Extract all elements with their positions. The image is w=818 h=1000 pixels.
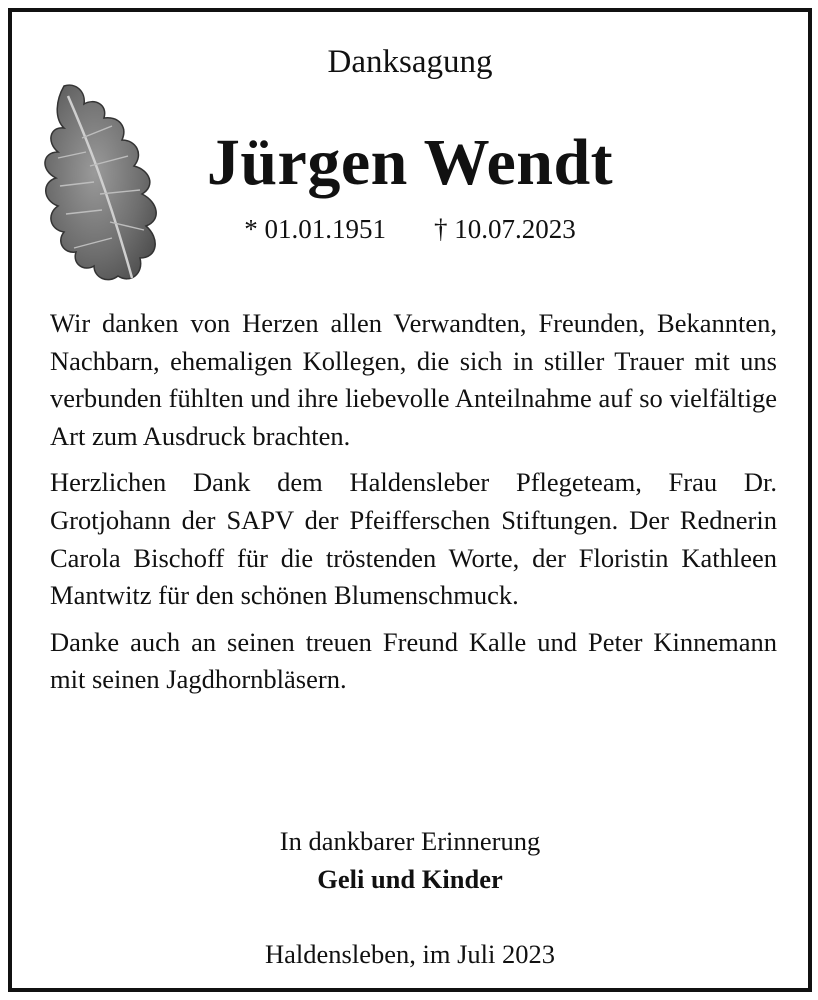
paragraph-friends: Danke auch an seinen treuen Freund Kalle und Peter Kinnemann mit seinen Jagdhornbläsern. <box>50 626 777 695</box>
closing <box>12 822 808 898</box>
obituary-frame <box>8 8 812 992</box>
life-dates <box>12 212 808 246</box>
paragraph-thanks: Wir danken von Herzen allen Verwandten, Freunden, Bekannten, Nachbarn, ehemaligen Kollegen, die sich in stiller Trauer mit uns verbunden fühlten und ihre liebevolle Anteilnahme auf so vielfältige Art zum Ausdruck brachten. <box>50 308 777 451</box>
place-date: Haldensleben, im Juli 2023 <box>265 939 555 969</box>
death-date: † 10.07.2023 <box>434 214 576 244</box>
paragraph-care: Herzlichen Dank dem Haldensleber Pflegeteam, Frau Dr. Grotjohann der SAPV der Pfeifferschen Stiftungen. Der Rednerin Carola Bischoff für die tröstenden Worte, der Floristin Kathleen Mantwitz für den schönen Blumenschmuck. <box>50 467 777 611</box>
birth-date: * 01.01.1951 <box>244 214 386 244</box>
signers: Geli und Kinder <box>317 864 503 894</box>
body-text <box>50 305 777 708</box>
heading-danksagung: Danksagung <box>327 44 493 80</box>
deceased-name: Jürgen Wendt <box>206 126 614 199</box>
closing-line: In dankbarer Erinnerung <box>279 826 541 856</box>
